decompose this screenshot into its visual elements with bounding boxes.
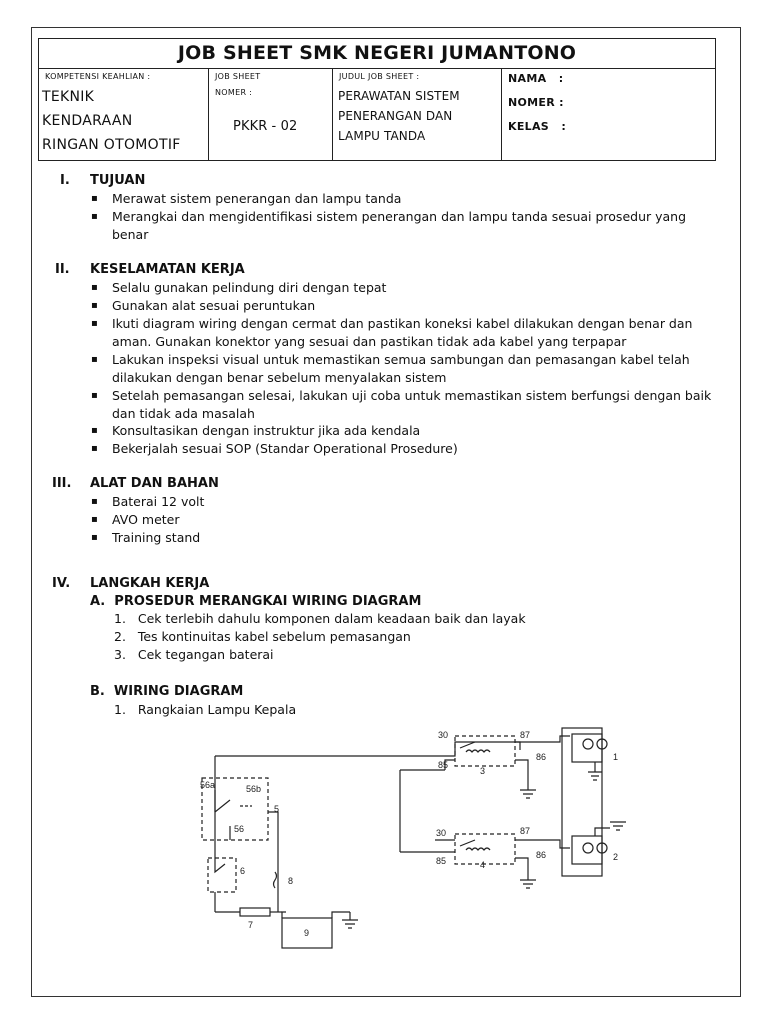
terminal-label: 86 [536,752,547,762]
list-item-continuation: benar [112,227,149,242]
terminal-label: 30 [436,828,447,838]
terminal-label: 87 [520,730,531,740]
bullet-icon: ▪ [91,193,98,204]
terminal-label: 30 [438,730,449,740]
list-item: Gunakan alat sesuai peruntukan [112,298,316,313]
list-item: Baterai 12 volt [112,494,205,509]
kompetensi-line: RINGAN OTOMOTIF [42,137,181,153]
wiring-diagram [190,722,650,954]
list-item: AVO meter [112,512,180,527]
wire [282,912,286,918]
relay-contact [460,742,475,748]
judul-line: PENERANGAN DAN [338,109,453,123]
list-item: Lakukan inspeksi visual untuk memastikan semua sambungan dan pemasangan kabel telah [112,352,690,367]
list-item: Setelah pemasangan selesai, lakukan uji coba untuk memastikan sistem berfungsi dengan baik [112,388,712,403]
step-item: 2. Tes kontinuitas kabel sebelum pemasangan [114,629,411,644]
judul-line: LAMPU TANDA [338,129,426,143]
wire [215,742,520,756]
step-item: 1. Cek terlebih dahulu komponen dalam keadaan baik dan layak [114,611,526,626]
lamp-label: 1 [613,752,619,762]
step-item: 1. Rangkaian Lampu Kepala [114,702,297,717]
switch-label: 56 [234,824,245,834]
kompetensi-cell [39,69,209,160]
list-item: Training stand [112,530,201,545]
bullet-icon: ▪ [91,354,98,365]
bullet-icon: ▪ [91,282,98,293]
terminal-label: 86 [536,850,547,860]
student-info-cell [502,69,715,160]
fuse-8 [274,872,277,888]
ground-icon [342,920,358,928]
ground-icon [520,790,536,798]
list-item-continuation: dan tidak ada masalah [112,406,255,421]
kompetensi-line: KENDARAAN [42,113,133,129]
switch-6 [208,858,236,892]
list-item: Selalu gunakan pelindung diri dengan tepat [112,280,387,295]
wire [515,858,528,880]
job-sheet-header [38,38,716,161]
switch-label: 56b [246,784,262,794]
switch-label: 6 [240,866,246,876]
list-item: Bekerjalah sesuai SOP (Standar Operational Prosedure) [112,441,458,456]
list-item: Merangkai dan mengidentifikasi sistem penerangan dan lampu tanda sesuai prosedur yang [112,209,687,224]
section-number: IV. [52,576,71,591]
fuse-7 [240,908,270,916]
section-number: III. [52,476,72,491]
bullet-icon: ▪ [91,300,98,311]
switch-contact [215,790,230,812]
switch-label: 5 [274,804,280,814]
list-item: Ikuti diagram wiring dengan cermat dan pastikan koneksi kabel dilakukan dengan benar dan [112,316,693,331]
jobsheet-label: JOB SHEET [215,72,261,81]
judul-label: JUDUL JOB SHEET : [339,72,420,81]
bullet-icon: ▪ [91,390,98,401]
ground-icon [610,822,626,830]
section-title: TUJUAN [90,173,146,188]
list-item: Konsultasikan dengan instruktur jika ada kendala [112,423,421,438]
step-item: 3. Cek tegangan baterai [114,647,274,662]
bullet-icon: ▪ [91,318,98,329]
nomer-field: NOMER : [508,96,564,109]
lamp-1-box [572,734,602,762]
judul-cell [333,69,502,160]
lamp-2 [583,843,593,853]
kompetensi-line: TEKNIK [42,89,95,105]
section-title: LANGKAH KERJA [90,576,210,591]
jobsheet-nomer-label: NOMER : [215,88,253,97]
fuse-label: 7 [248,920,254,930]
bullet-icon: ▪ [91,532,98,543]
subsection-title: A. PROSEDUR MERANGKAI WIRING DIAGRAM [90,594,422,609]
jobsheet-cell [209,69,333,160]
nama-field: NAMA : [508,72,564,85]
bullet-icon: ▪ [91,425,98,436]
terminal-label: 85 [436,856,447,866]
bullet-icon: ▪ [91,443,98,454]
relay-label: 4 [480,860,486,870]
judul-line: PERAWATAN SISTEM [338,89,460,103]
bullet-icon: ▪ [91,496,98,507]
fuse-label: 8 [288,876,294,886]
lamp-housing [562,728,602,876]
ground-icon [520,880,536,888]
wire [332,912,350,918]
section-number: I. [60,173,70,188]
battery-label: 9 [304,928,310,938]
list-item: Merawat sistem penerangan dan lampu tanda [112,191,402,206]
kompetensi-label: KOMPETENSI KEAHLIAN : [45,72,151,81]
wire [268,812,278,852]
switch-contact [215,852,225,872]
wire [515,760,528,790]
bullet-icon: ▪ [91,211,98,222]
relay-coil [466,848,490,850]
terminal-label: 85 [438,760,449,770]
section-title: ALAT DAN BAHAN [90,476,219,491]
jobsheet-number: PKKR - 02 [233,119,298,134]
switch-label: 56a [200,780,216,790]
subsection-title: B. WIRING DIAGRAM [90,684,244,699]
list-item-continuation: aman. Gunakan konektor yang sesuai dan pastikan tidak ada kabel yang terpapar [112,334,627,349]
kelas-field: KELAS : [508,120,567,133]
list-item-continuation: dilakukan dengan benar sebelum menyalakan sistem [112,370,447,385]
section-title: KESELAMATAN KERJA [90,262,245,277]
relay-coil [466,750,490,752]
ground-icon [588,772,602,780]
relay-label: 3 [480,766,486,776]
page-title: JOB SHEET SMK NEGERI JUMANTONO [39,39,715,69]
lamp-1 [583,739,593,749]
lamp-label: 2 [613,852,619,862]
relay-contact [460,840,475,846]
terminal-label: 87 [520,826,531,836]
section-number: II. [55,262,70,277]
bullet-icon: ▪ [91,514,98,525]
